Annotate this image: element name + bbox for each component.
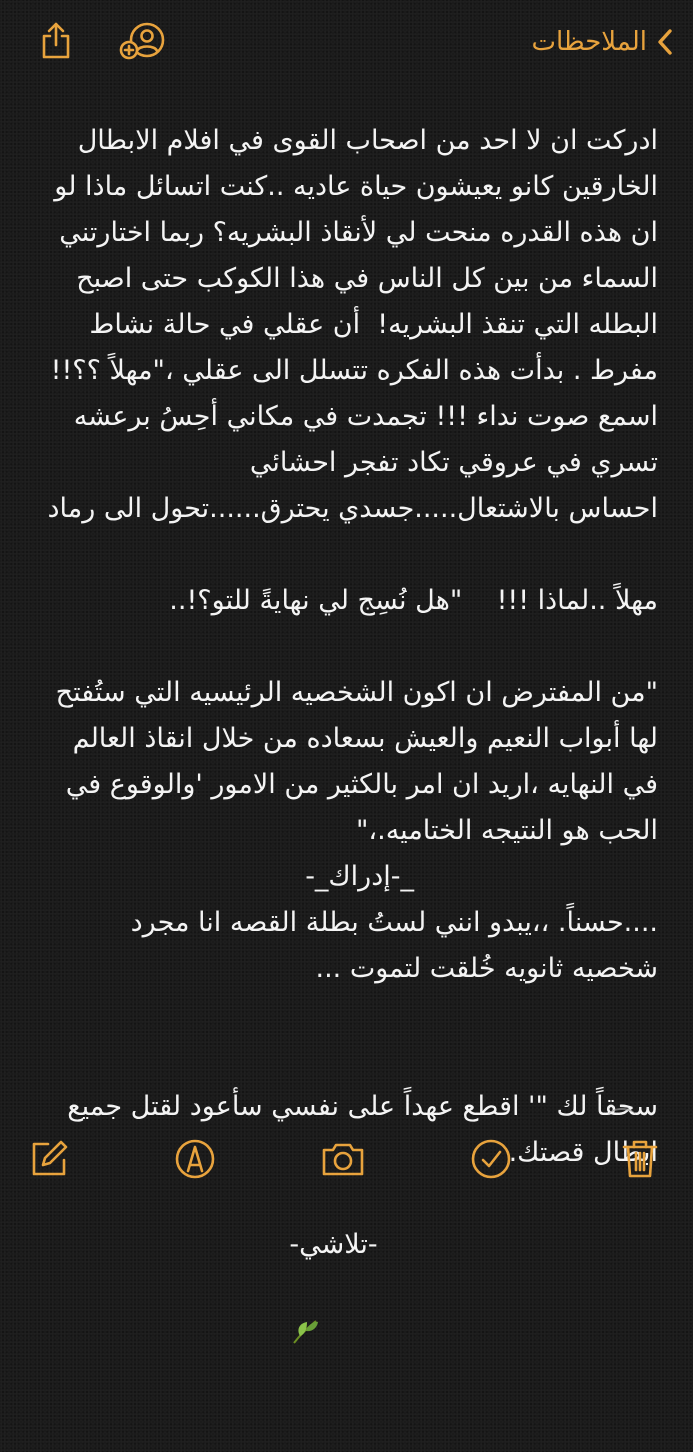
note-line: [36, 1038, 658, 1084]
note-line: في النهايه ،اريد ان امر بالكثير من الامور 'والوقوع في: [65, 769, 658, 800]
note-line: الخارقين كانو يعيشون حياة عاديه ..كنت اتسائل ماذا لو: [54, 171, 658, 202]
bottom-toolbar: [0, 1120, 693, 1200]
signature-text: -تلاشي-: [289, 1229, 378, 1260]
note-line: ادركت ان لا احد من اصحاب القوى في افلام الابطال: [77, 125, 658, 156]
note-line: مفرط . بدأت هذه الفكره تتسلل الى عقلي ،"مهلاً ؟؟!!: [50, 355, 658, 386]
note-line: لها أبواب النعيم والعيش بسعاده من خلال انقاذ العالم: [72, 723, 658, 754]
note-line: [36, 624, 658, 670]
back-label: الملاحظات: [531, 27, 647, 57]
note-line: [36, 992, 658, 1038]
note-line: مهلاً ..لماذا !!! "هل نُسِج لي نهايةً للتو؟!..: [169, 585, 658, 616]
note-body[interactable]: [36, 118, 658, 1260]
note-line: احساس بالاشتعال.....جسدي يحترق......تحول الى رماد: [47, 493, 658, 524]
note-line: ان هذه القدره منحت لي لأنقاذ البشريه؟ ربما اختارتني: [59, 217, 658, 248]
back-button[interactable]: [532, 22, 674, 62]
note-line: اسمع صوت نداء !!! تجمدت في مكاني أحِسُ برعشه: [73, 401, 658, 432]
leaf-emoji-icon: [290, 1268, 372, 1406]
share-icon[interactable]: [40, 22, 72, 64]
navigation-bar: [0, 0, 693, 84]
note-line: سحقاً لك "' اقطع عهداً على نفسي سأعود لقتل جميع: [67, 1091, 658, 1122]
note-line: شخصيه ثانويه خُلقت لتموت ...: [315, 953, 658, 984]
markup-icon[interactable]: [174, 1138, 216, 1184]
checklist-icon[interactable]: [470, 1138, 512, 1184]
note-line: "من المفترض ان اكون الشخصيه الرئيسيه التي ستُفتح: [55, 677, 658, 708]
compose-icon[interactable]: [28, 1138, 70, 1184]
note-line: ابطال قصتك.: [508, 1137, 658, 1168]
trash-icon[interactable]: [620, 1138, 660, 1184]
add-person-icon[interactable]: [118, 22, 168, 66]
note-line: _-إدراك_-: [305, 861, 414, 892]
note-line: السماء من بين كل الناس في هذا الكوكب حتى اصبح: [76, 263, 658, 294]
note-line: الحب هو النتيجه الختاميه.،": [355, 815, 658, 846]
chevron-left-icon: [657, 28, 673, 56]
note-line: ....حسناً. ،،يبدو انني لستُ بطلة القصه انا مجرد: [130, 907, 658, 938]
note-line: [36, 532, 658, 578]
note-line: البطله التي تنقذ البشريه! أن عقلي في حالة نشاط: [89, 309, 658, 340]
camera-icon[interactable]: [321, 1138, 365, 1184]
note-line: تسري في عروقي تكاد تفجر احشائي: [249, 447, 658, 478]
